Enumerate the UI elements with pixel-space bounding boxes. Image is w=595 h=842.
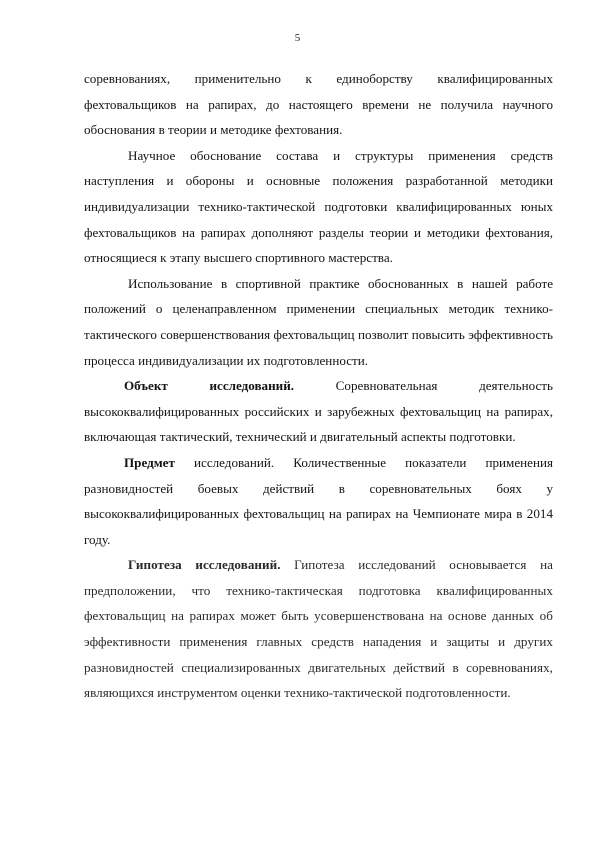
paragraph-practical-use (84, 271, 553, 373)
document-body (84, 66, 553, 706)
page-number: 5 (294, 32, 301, 44)
paragraph-text: исследований. Количественные показатели применения разновидностей боевых действий в соревновательных боях у высококвалифицированных фехтовальщиц на рапирах на Чемпионате мира в 2014 году. (84, 454, 553, 547)
paragraph-text: Использование в спортивной практике обоснованных в нашей работе положений о целенаправленном применении специальных методик технико-тактического совершенствования фехтовальщиц позволит повысить эффективность процесса индивидуализации их подготовленности. (84, 275, 553, 368)
paragraph-heading: Объект исследований. (124, 378, 295, 394)
paragraph-hypothesis (84, 552, 553, 706)
paragraph-scientific-basis (84, 143, 553, 271)
paragraph-heading: Гипотеза исследований. (128, 557, 281, 573)
paragraph-text: Научное обоснование состава и структуры применения средств наступления и обороны и основные положения разработанной методики индивидуализации технико-тактической подготовки квалифицированных юных фехтовальщиков на рапирах дополняют разделы теории и методики фехтования, относящиеся к этапу высшего спортивного мастерства. (84, 147, 553, 266)
paragraph-research-subject (84, 450, 553, 552)
paragraph-text: соревнованиях, применительно к единоборству квалифицированных фехтовальщиков на рапирах, до настоящего времени не получила научного обоснования в теории и методике фехтования. (84, 71, 553, 138)
paragraph-text: Гипотеза исследований основывается на предположении, что технико-тактическая подготовка квалифицированных фехтовальщиц на рапирах может быть усовершенствована на основе данных об эффективности применения главных средств нападения и защиты и других разновидностей специализированных двигательных действий в соревнованиях, являющихся инструментом оценки технико-тактической подготовленности. (84, 557, 553, 701)
paragraph-continuation (84, 66, 553, 143)
paragraph-heading: Предмет (124, 454, 175, 470)
paragraph-research-object (84, 373, 553, 450)
paragraph-text: Соревновательная деятельность высококвалифицированных российских и зарубежных фехтовальщиц на рапирах, включающая тактический, технический и двигательный аспекты подготовки. (84, 378, 553, 445)
